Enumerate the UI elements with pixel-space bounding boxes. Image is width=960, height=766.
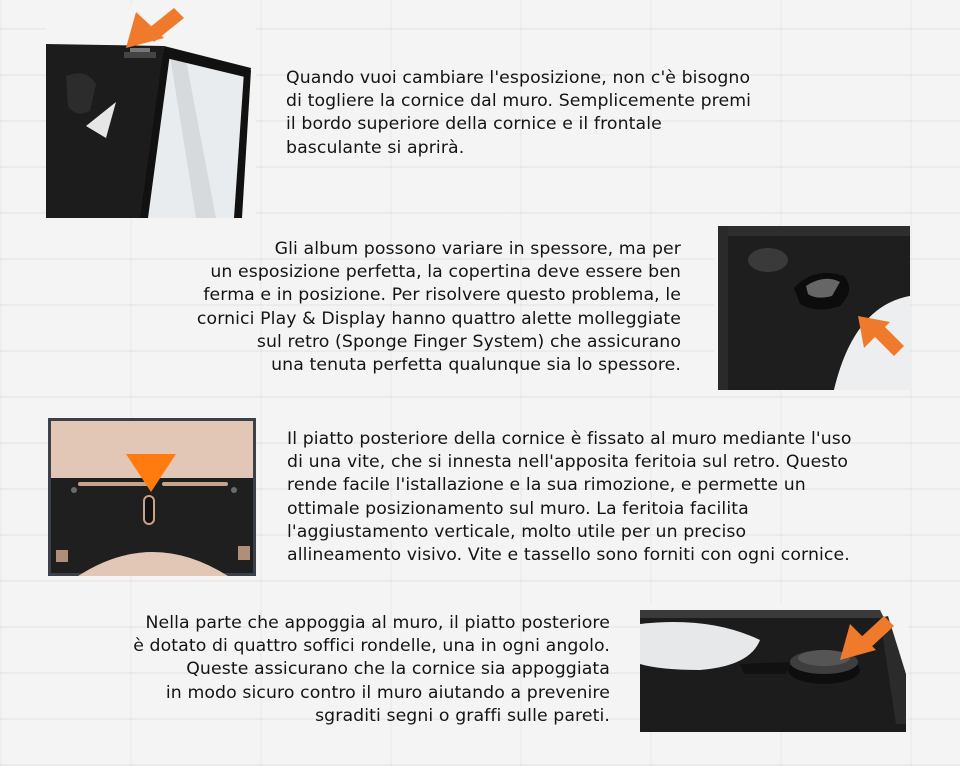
section-4-text (133, 612, 610, 728)
text-line: Quando vuoi cambiare l'esposizione, non c'è bisogno (286, 68, 751, 88)
soft-washer-photo (640, 604, 908, 732)
text-line: sul retro (Sponge Finger System) che assicurano (256, 331, 681, 352)
section-1-text (286, 67, 751, 160)
text-line: Nella parte che appoggia al muro, il piatto posteriore (145, 613, 610, 633)
text-line: di una vite, che si innesta nell'apposita feritoia sul retro. Questo (287, 452, 849, 473)
text-line: sgraditi segni o graffi sulle pareti. (315, 705, 610, 726)
text-line: cornici Play & Display hanno quattro alette molleggiate (196, 308, 681, 329)
text-line: Il piatto posteriore della cornice è fissato al muro mediante l'uso (287, 429, 852, 449)
text-line: un esposizione perfetta, la copertina deve essere ben (210, 262, 681, 283)
sponge-finger-photo (714, 226, 910, 390)
sponge-finger-icon (714, 226, 910, 390)
frame-front-open-icon (46, 6, 256, 218)
wall-slot-icon (48, 418, 256, 576)
text-line: allineamento visivo. Vite e tassello sono forniti con ogni cornice. (287, 545, 850, 566)
text-line: è dotato di quattro soffici rondelle, una in ogni angolo. (133, 636, 610, 657)
text-line: in modo sicuro contro il muro aiutando a prevenire (165, 682, 610, 703)
text-line: l'aggiustamento verticale, molto utile per un preciso (287, 521, 747, 542)
text-line: il bordo superiore della cornice e il frontale (286, 114, 662, 135)
section-3-text (287, 428, 852, 567)
frame-open-photo (46, 6, 256, 218)
section-2-text (197, 238, 681, 377)
text-line: Gli album possono variare in spessore, ma per (274, 239, 681, 259)
text-line: una tenuta perfetta qualunque sia lo spessore. (271, 355, 681, 376)
text-line: ferma e in posizione. Per risolvere questo problema, le (203, 285, 681, 306)
soft-washer-icon (640, 604, 908, 732)
text-line: rende facile l'istallazione e la sua rimozione, e permette un (287, 475, 806, 496)
text-line: ottimale posizionamento sul muro. La feritoia facilita (287, 498, 749, 519)
wall-slot-photo (48, 418, 256, 576)
text-line: di togliere la cornice dal muro. Semplicemente premi (286, 91, 752, 112)
text-line: Queste assicurano che la cornice sia appoggiata (186, 659, 610, 680)
text-line: basculante si aprirà. (286, 137, 465, 158)
